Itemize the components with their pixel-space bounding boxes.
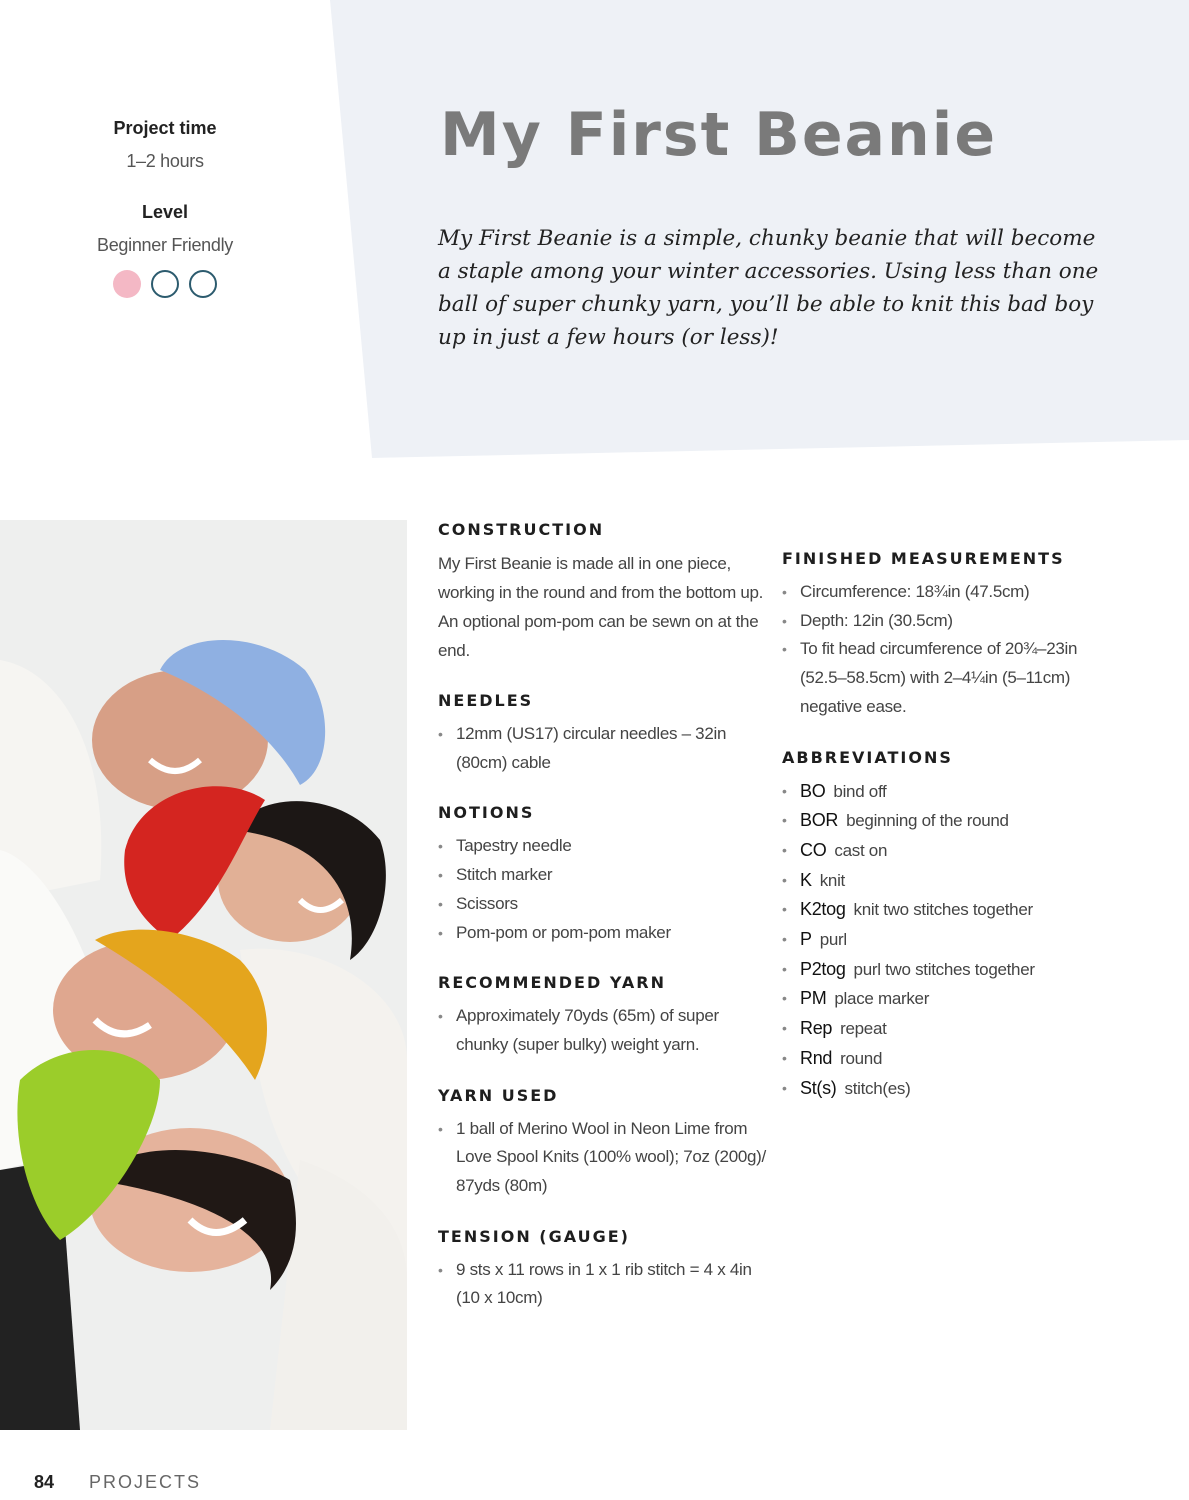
abbreviation-term: P bbox=[800, 929, 812, 950]
abbreviation-meaning: purl bbox=[819, 930, 847, 950]
page-footer bbox=[34, 1472, 201, 1493]
abbreviation-meaning: knit bbox=[819, 870, 845, 890]
abbreviation-item bbox=[782, 1074, 1122, 1104]
list-item: • Approximately 70yds (65m) of super chunky (super bulky) weight yarn. bbox=[438, 1002, 768, 1059]
abbreviation-term: P2tog bbox=[800, 958, 846, 979]
abbreviation-item bbox=[782, 925, 1122, 955]
finished-measurements-heading: FINISHED MEASUREMENTS bbox=[782, 549, 1065, 568]
left-column bbox=[438, 520, 768, 1339]
abbreviation-item bbox=[782, 1014, 1122, 1044]
right-column bbox=[782, 549, 1122, 1129]
needles-heading: NEEDLES bbox=[438, 691, 534, 710]
level-dot-empty-icon bbox=[189, 270, 217, 298]
abbreviation-item bbox=[782, 1044, 1122, 1074]
level-dot-filled-icon bbox=[113, 270, 141, 298]
abbreviation-term: St(s) bbox=[800, 1077, 837, 1098]
abbreviation-term: K bbox=[800, 869, 812, 890]
construction-text: My First Beanie is made all in one piece, working in the round and from the bottom up. An optional pom-pom can be sewn on at the end. bbox=[438, 554, 764, 660]
list-item: • 9 sts x 11 rows in 1 x 1 rib stitch = 4 x 4in (10 x 10cm) bbox=[438, 1256, 768, 1313]
level-dot-empty-icon bbox=[151, 270, 179, 298]
list-item: • Scissors bbox=[438, 890, 768, 919]
tension-list bbox=[438, 1256, 768, 1313]
abbreviation-meaning: repeat bbox=[840, 1019, 887, 1039]
abbreviation-item bbox=[782, 806, 1122, 836]
abbreviation-meaning: bind off bbox=[833, 781, 887, 801]
section-label: PROJECTS bbox=[89, 1472, 202, 1492]
abbreviation-item bbox=[782, 836, 1122, 866]
abbreviations-list bbox=[782, 777, 1122, 1104]
construction-heading: CONSTRUCTION bbox=[438, 520, 605, 539]
abbreviation-meaning: knit two stitches together bbox=[853, 900, 1033, 920]
abbreviation-item bbox=[782, 895, 1122, 925]
list-item: • Depth: 12in (30.5cm) bbox=[782, 607, 1122, 636]
abbreviation-meaning: purl two stitches together bbox=[853, 959, 1035, 979]
abbreviation-meaning: stitch(es) bbox=[844, 1078, 911, 1098]
abbreviation-item bbox=[782, 777, 1122, 807]
abbreviations-heading: ABBREVIATIONS bbox=[782, 747, 953, 767]
notions-list bbox=[438, 832, 768, 947]
beanie-photo bbox=[0, 520, 407, 1430]
list-item: • Circumference: 18¾in (47.5cm) bbox=[782, 578, 1122, 607]
level-label: Level bbox=[141, 202, 189, 222]
yarn-used-heading: YARN USED bbox=[438, 1085, 559, 1105]
level-indicator bbox=[60, 270, 270, 298]
notions-heading: NOTIONS bbox=[438, 803, 535, 823]
abbreviation-meaning: beginning of the round bbox=[846, 811, 1009, 831]
needles-list bbox=[438, 720, 768, 777]
recommended-yarn-heading: RECOMMENDED YARN bbox=[438, 973, 666, 993]
abbreviation-term: Rep bbox=[800, 1018, 833, 1039]
page-title: My First Beanie bbox=[440, 100, 998, 170]
project-meta bbox=[60, 112, 270, 298]
list-item: • Pom-pom or pom-pom maker bbox=[438, 919, 768, 948]
abbreviation-term: K2tog bbox=[800, 899, 846, 920]
abbreviation-term: BOR bbox=[800, 810, 839, 831]
abbreviation-item bbox=[782, 984, 1122, 1014]
abbreviation-meaning: cast on bbox=[834, 840, 888, 860]
project-time-label: Project time bbox=[113, 118, 217, 138]
photo-illustration bbox=[0, 520, 407, 1430]
recommended-yarn-list bbox=[438, 1002, 768, 1059]
abbreviation-item bbox=[782, 866, 1122, 896]
finished-measurements-list bbox=[782, 578, 1122, 722]
yarn-used-list bbox=[438, 1115, 768, 1201]
list-item: • To fit head circumference of 20¾–23in (52.5–58.5cm) with 2–4¼in (5–11cm) negative ease. bbox=[782, 635, 1122, 721]
abbreviation-term: PM bbox=[800, 988, 827, 1009]
abbreviation-item bbox=[782, 955, 1122, 985]
tension-heading: TENSION (GAUGE) bbox=[438, 1226, 630, 1246]
list-item: • Tapestry needle bbox=[438, 832, 768, 861]
abbreviation-meaning: place marker bbox=[834, 989, 930, 1009]
list-item: • Stitch marker bbox=[438, 861, 768, 890]
abbreviation-term: CO bbox=[800, 839, 827, 860]
list-item: • 1 ball of Merino Wool in Neon Lime from Love Spool Knits (100% wool); 7oz (200g)/ 87yds (80m) bbox=[438, 1115, 768, 1201]
intro-paragraph: My First Beanie is a simple, chunky beanie that will become a staple among your winter accessories. Using less than one ball of super chunky yarn, you’ll be able to knit this bad boy up in just a few hours (or less)! bbox=[438, 226, 1099, 350]
level-value: Beginner Friendly bbox=[97, 235, 233, 255]
abbreviation-term: Rnd bbox=[800, 1047, 833, 1068]
abbreviation-term: BO bbox=[800, 780, 826, 801]
project-time-value: 1–2 hours bbox=[126, 151, 204, 171]
list-item: • 12mm (US17) circular needles – 32in (80cm) cable bbox=[438, 720, 768, 777]
page-number: 84 bbox=[34, 1472, 55, 1492]
abbreviation-meaning: round bbox=[840, 1048, 883, 1068]
